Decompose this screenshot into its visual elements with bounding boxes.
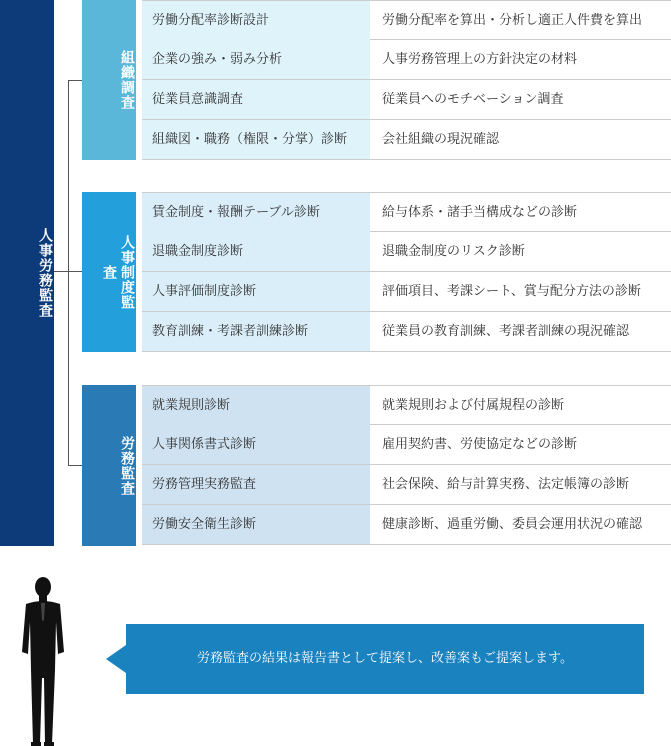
desc-cell: 雇用契約書、労使協定などの診断: [382, 437, 578, 452]
item-cell: 教育訓練・考課者訓練診断: [142, 312, 370, 351]
desc-cell: 会社組織の現況確認: [382, 132, 500, 147]
table-row: [142, 40, 671, 80]
desc-cell: 給与体系・諸手当構成などの診断: [382, 205, 578, 220]
category-label: 組織調査: [119, 50, 135, 110]
category-box-labor-audit: [82, 385, 136, 546]
callout-text: 労務監査の結果は報告書として提案し、改善案もご提案します。: [197, 651, 573, 666]
businessman-silhouette-icon: [14, 574, 74, 746]
callout-pointer: [106, 645, 126, 673]
desc-cell: 社会保険、給与計算実務、法定帳簿の診断: [382, 477, 630, 492]
connector-root-horizontal: [54, 271, 68, 272]
desc-cell: 従業員の教育訓練、考課者訓練の現況確認: [382, 324, 630, 339]
desc-cell: 従業員へのモチベーション調査: [382, 92, 564, 107]
table-row: [142, 232, 671, 272]
desc-cell: 就業規則および付属規程の診断: [382, 398, 565, 413]
item-cell: 企業の強み・弱み分析: [142, 40, 370, 79]
table-row: [142, 80, 671, 120]
item-cell: 退職金制度診断: [142, 232, 370, 271]
category-box-hr-system: [82, 192, 136, 352]
table-row: [142, 312, 671, 352]
table-row: [142, 425, 671, 465]
table-row: [142, 505, 671, 545]
connector-branch-1: [68, 80, 82, 81]
root-category-box: [0, 0, 54, 546]
item-cell: 労務管理実務監査: [142, 465, 370, 504]
desc-cell: 評価項目、考課シート、賞与配分方法の診断: [382, 284, 641, 299]
callout-box: [126, 624, 644, 694]
item-cell: 従業員意識調査: [142, 80, 370, 119]
connector-branch-2: [68, 271, 82, 272]
item-cell: 組織図・職務（権限・分掌）診断: [142, 120, 370, 159]
category-label: 人事制度監査: [101, 234, 135, 310]
desc-cell: 人事労務管理上の方針決定の材料: [382, 52, 578, 67]
table-row: [142, 192, 671, 232]
table-row: [142, 0, 671, 40]
table-row: [142, 272, 671, 312]
item-cell: 人事関係書式診断: [142, 425, 370, 464]
table-row: [142, 465, 671, 505]
table-row: [142, 385, 671, 425]
category-box-organization: [82, 0, 136, 160]
item-cell: 賃金制度・報酬テーブル診断: [142, 193, 370, 232]
desc-cell: 健康診断、過重労働、委員会運用状況の確認: [382, 517, 643, 532]
category-label: 労務監査: [119, 435, 135, 496]
desc-cell: 労働分配率を算出・分析し適正人件費を算出: [382, 13, 643, 28]
desc-cell: 退職金制度のリスク診断: [382, 244, 525, 259]
item-cell: 労働分配率診断設計: [142, 1, 370, 40]
table-row: [142, 120, 671, 160]
connector-branch-3: [68, 465, 82, 466]
item-cell: 労働安全衛生診断: [142, 505, 370, 544]
root-category-label: 人事労務監査: [37, 228, 53, 318]
item-cell: 就業規則診断: [142, 386, 370, 425]
item-cell: 人事評価制度診断: [142, 272, 370, 311]
connector-vertical-trunk: [68, 80, 69, 465]
